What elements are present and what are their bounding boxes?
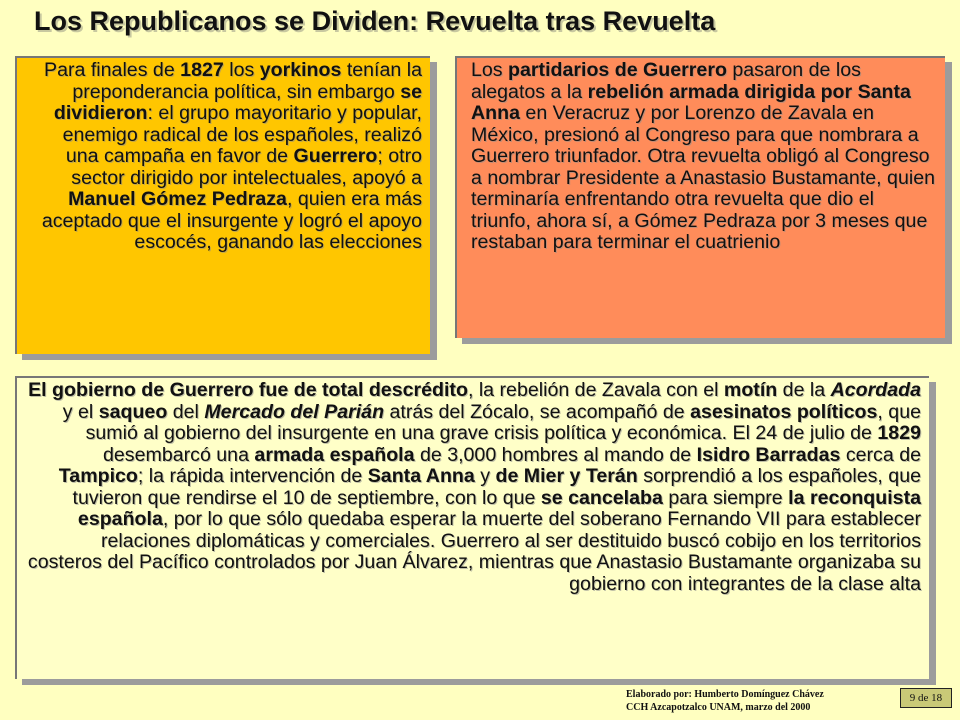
body-text: , la rebelión de Zavala con el [467,379,724,401]
body-text: y [474,465,496,487]
emphasis-text: asesinatos políticos [690,400,878,423]
body-text: del [167,400,205,423]
emphasis-text: Guerrero [293,145,378,167]
emphasis-text: yorkinos [259,59,342,81]
emphasis-text: armada española [254,443,415,466]
body-text: sorprendió a los españoles, que tuvieron que rendirse el 10 de septiembre, con lo que [72,465,921,509]
emphasis-text: partidarios de Guerrero [508,59,727,81]
panel-guerrero-government [15,376,929,679]
emphasis-text: Manuel Gómez Pedraza [68,188,287,210]
emphasis-text: 1827 [180,59,224,81]
panel-yorkinos-text [25,60,422,254]
body-text: en Veracruz y por Lorenzo de Zavala en México, presionó al Congreso para que nombrara a Guerrero triunfador. Otra revuelta obligó al Congreso a nombrar Presidente a Anastasio Bustamante, quien terminaría enfrentando otra revuelta que dio el triunfo, ahora sí, a Gómez Pedraza por 3 meses que restaban para terminar el cuatrienio [471,102,936,253]
emphasis-text: Mercado del Parián [204,400,385,423]
body-text: desembarcó una [103,443,255,466]
panel-yorkinos [15,56,430,354]
body-text: Los [471,59,509,81]
body-text: ; la rápida intervención de [137,465,368,487]
body-text: , que sumió al gobierno del insurgente en una grave crisis política y económica. El 24 de julio de [85,400,921,444]
emphasis-text: de Mier y Terán [495,465,638,487]
body-text: : el grupo mayoritario y popular, enemigo radical de los españoles, realizó una campaña en favor de [62,102,422,167]
body-text: Para finales de [44,59,181,81]
body-text: pasaron de los alegatos a la [471,59,861,103]
body-text: de 3,000 hombres al mando de [414,443,697,466]
body-text: ; otro sector dirigido por intelectuales, apoyó a [71,145,422,189]
emphasis-text: El gobierno de Guerrero fue de total descrédito [28,379,468,401]
author-credit-line-1: Elaborado por: Humberto Domínguez Chávez [626,689,824,700]
body-text: los [223,59,260,81]
body-text: tenían la preponderancia política, sin embargo [72,59,422,103]
body-text: cerca de [840,443,921,466]
body-text: atrás del Zócalo, se acompañó de [384,400,691,423]
panel-guerrero-government-text [27,380,921,595]
body-text: , quien era más aceptado que el insurgente y logró el apoyo escocés, ganando las elecciones [41,188,422,253]
emphasis-text: saqueo [98,400,168,423]
body-text: y el [62,400,99,423]
page-indicator[interactable]: 9 de 18 [900,688,952,708]
body-text: para siempre [662,486,789,509]
body-text: de la [777,379,831,401]
slide-title: Los Republicanos se Dividen: Revuelta tras Revuelta [34,6,716,36]
emphasis-text: Tampico [58,465,138,487]
emphasis-text: Acordada [830,379,921,401]
panel-guerrero-partisans-text [471,60,935,254]
emphasis-text: 1829 [877,422,921,444]
panel-guerrero-partisans [455,56,945,338]
emphasis-text: motín [723,379,778,401]
emphasis-text: la reconquista española [77,486,921,530]
emphasis-text: Santa Anna [367,465,475,487]
author-credit [626,688,866,714]
body-text: , por lo que sólo quedaba esperar la muerte del soberano Fernando VII para establecer relaciones diplomáticas y comerciales. Guerrero al ser destituido buscó cobijo en los territorios costeros del Pacífico controlados por Juan Álvarez, mientras que Anastasio Bustamante organizaba su gobierno con integrantes de la clase alta [27,508,921,595]
emphasis-text: Isidro Barradas [696,443,841,466]
author-credit-line-2: CCH Azcapotzalco UNAM, marzo del 2000 [626,702,811,713]
emphasis-text: se cancelaba [540,486,663,509]
emphasis-text: se dividieron [53,80,422,124]
emphasis-text: rebelión armada dirigida por Santa Anna [471,80,911,124]
